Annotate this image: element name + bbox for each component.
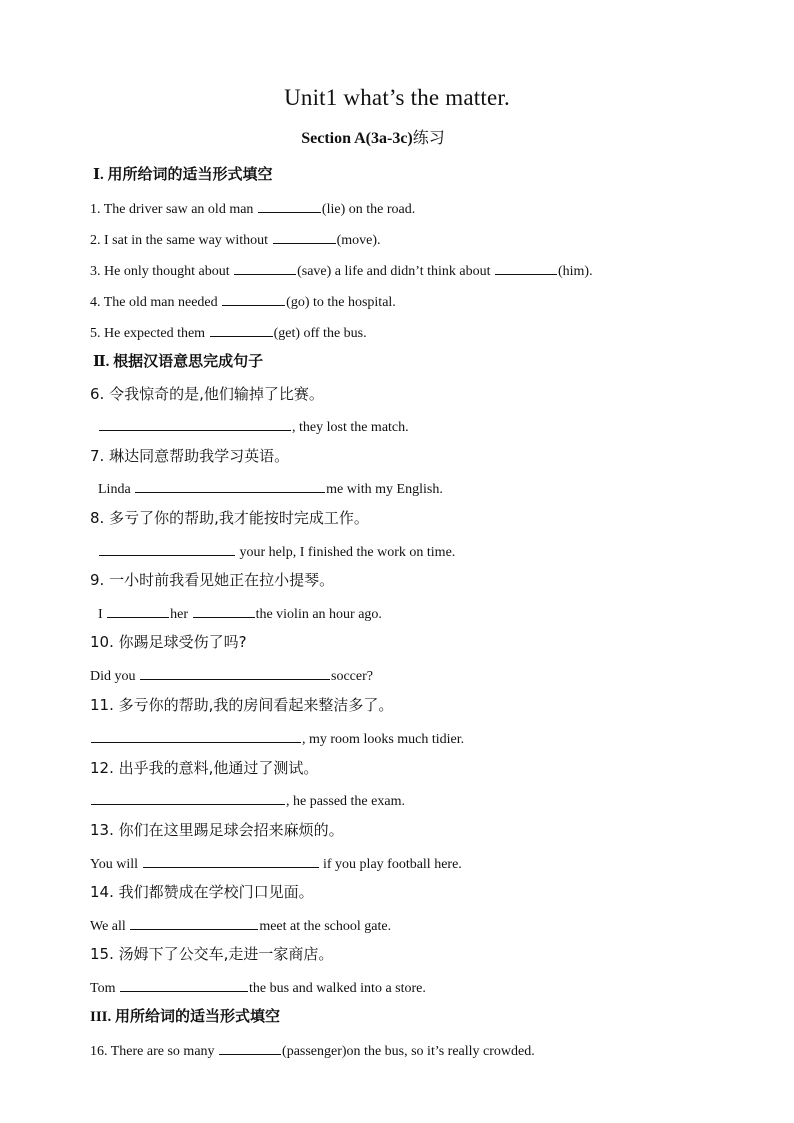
exercise-4: 4. The old man needed (go) to the hospital. <box>90 291 396 312</box>
answer-blank[interactable] <box>495 260 557 275</box>
answer-blank[interactable] <box>99 541 235 556</box>
answer-blank[interactable] <box>219 1040 281 1055</box>
answer-blank[interactable] <box>107 603 169 618</box>
question-6: 6. 令我惊奇的是,他们输掉了比赛。 <box>90 385 324 403</box>
answer-blank[interactable] <box>120 977 248 992</box>
page-subtitle <box>0 129 746 149</box>
answer-12: , he passed the exam. <box>90 790 405 811</box>
answer-8: your help, I finished the work on time. <box>98 541 455 562</box>
answer-blank[interactable] <box>135 478 325 493</box>
answer-15: Tom the bus and walked into a store. <box>90 977 426 998</box>
answer-blank[interactable] <box>143 853 319 868</box>
question-11: 11. 多亏你的帮助,我的房间看起来整洁多了。 <box>90 696 394 714</box>
exercise-2: 2. I sat in the same way without (move). <box>90 229 381 250</box>
subtitle-en: Section A(3a-3c) <box>301 130 413 147</box>
answer-blank[interactable] <box>234 260 296 275</box>
question-8: 8. 多亏了你的帮助,我才能按时完成工作。 <box>90 509 369 527</box>
page-title: Unit1 what’s the matter. <box>284 85 510 110</box>
question-14: 14. 我们都赞成在学校门口见面。 <box>90 883 314 901</box>
answer-blank[interactable] <box>193 603 255 618</box>
answer-6: , they lost the match. <box>98 416 409 437</box>
subtitle-cn: 练习 <box>412 130 445 147</box>
answer-blank[interactable] <box>222 291 285 306</box>
question-10: 10. 你踢足球受伤了吗? <box>90 633 247 651</box>
question-12: 12. 出乎我的意料,他通过了测试。 <box>90 759 319 777</box>
exercise-5: 5. He expected them (get) off the bus. <box>90 322 367 343</box>
question-15: 15. 汤姆下了公交车,走进一家商店。 <box>90 945 334 963</box>
answer-14: We all meet at the school gate. <box>90 915 391 936</box>
exercise-3: 3. He only thought about (save) a life and didn’t think about (him). <box>90 260 593 281</box>
question-13: 13. 你们在这里踢足球会招来麻烦的。 <box>90 821 344 839</box>
answer-blank[interactable] <box>130 915 258 930</box>
answer-blank[interactable] <box>273 229 336 244</box>
answer-10: Did you soccer? <box>90 665 373 686</box>
section-1-heading: Ⅰ. 用所给词的适当形式填空 <box>93 167 273 183</box>
answer-blank[interactable] <box>91 790 285 805</box>
answer-7: Linda me with my English. <box>98 478 443 499</box>
answer-blank[interactable] <box>140 665 330 680</box>
answer-blank[interactable] <box>210 322 273 337</box>
section-3-heading: III. 用所给词的适当形式填空 <box>90 1009 281 1025</box>
answer-9: I her the violin an hour ago. <box>98 603 382 624</box>
answer-13: You will if you play football here. <box>90 853 462 874</box>
answer-11: , my room looks much tidier. <box>90 728 464 749</box>
answer-blank[interactable] <box>99 416 291 431</box>
question-7: 7. 琳达同意帮助我学习英语。 <box>90 447 290 465</box>
answer-blank[interactable] <box>91 728 301 743</box>
answer-blank[interactable] <box>258 198 321 213</box>
exercise-1: 1. The driver saw an old man (lie) on the road. <box>90 198 415 219</box>
exercise-16: 16. There are so many (passenger)on the bus, so it’s really crowded. <box>90 1040 535 1061</box>
section-2-heading: Ⅱ. 根据汉语意思完成句子 <box>93 354 264 370</box>
question-9: 9. 一小时前我看见她正在拉小提琴。 <box>90 571 335 589</box>
